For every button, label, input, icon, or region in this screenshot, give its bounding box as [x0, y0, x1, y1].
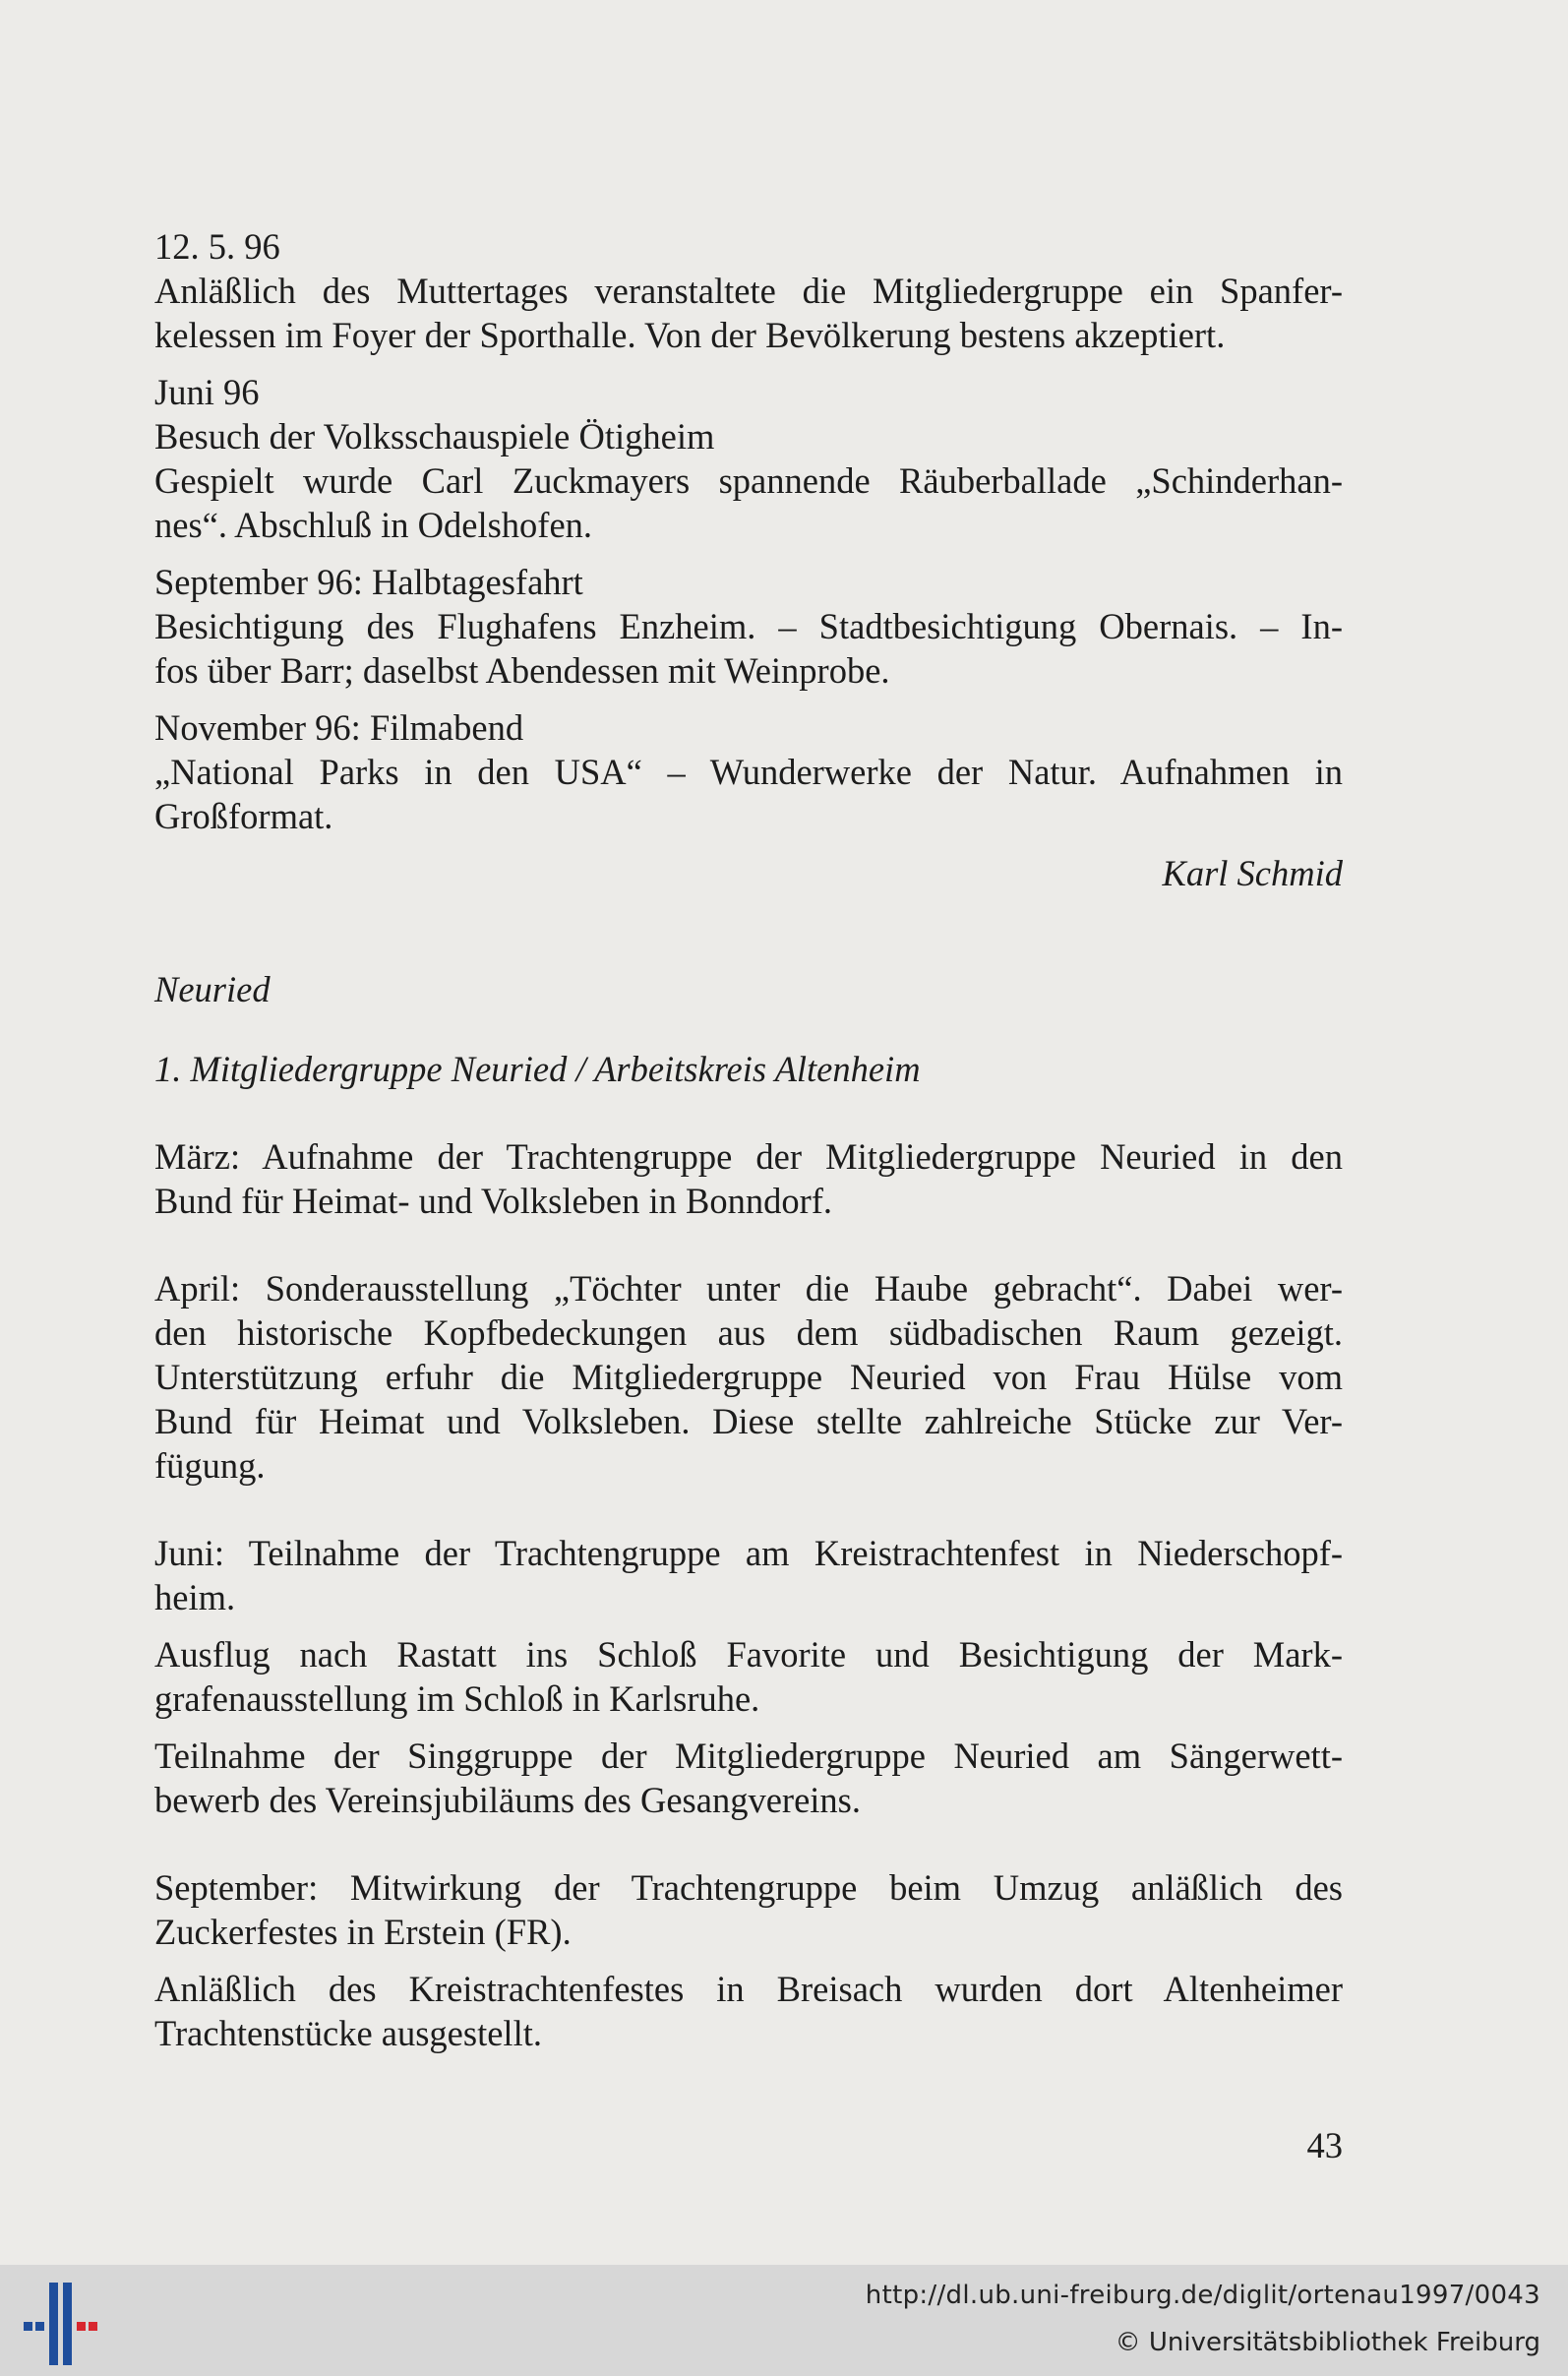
chronicle-entry: [154, 1865, 1343, 1954]
entry-line: heim.: [154, 1577, 236, 1617]
entry-line: Juni 96: [154, 372, 260, 412]
entry-line: grafenausstellung im Schloß in Karlsruhe.: [154, 1678, 760, 1719]
entry-line: Zuckerfestes in Erstein (FR).: [154, 1912, 572, 1952]
entry-line: Ausflug nach Rastatt ins Schloß Favorite und Besichtigung der Mark-: [154, 1634, 1343, 1675]
entry-line: Besuch der Volksschauspiele Ötigheim: [154, 416, 715, 457]
entry-line: Juni: Teilnahme der Trachtengruppe am Kreistrachtenfest in Niederschopf-: [154, 1533, 1343, 1573]
entry-line: Bund für Heimat- und Volksleben in Bonndorf.: [154, 1181, 833, 1221]
entry-line: Anläßlich des Kreistrachtenfestes in Breisach wurden dort Altenheimer: [154, 1969, 1343, 2009]
entry-line: „National Parks in den USA“ – Wunderwerke der Natur. Aufnahmen in: [154, 752, 1343, 792]
entry-line: 12. 5. 96: [154, 226, 280, 267]
footer-copyright: © Universitätsbibliothek Freiburg: [1115, 2328, 1540, 2357]
chronicle-entry: [154, 1266, 1343, 1488]
entry-line: kelessen im Foyer der Sporthalle. Von der Bevölkerung bestens akzeptiert.: [154, 315, 1226, 355]
page-number: 43: [1306, 2125, 1343, 2165]
chronicle-entry: [154, 705, 1343, 838]
entry-line: März: Aufnahme der Trachtengruppe der Mitgliedergruppe Neuried in den: [154, 1136, 1343, 1177]
entry-line: Anläßlich des Muttertages veranstaltete die Mitgliedergruppe ein Spanfer-: [154, 271, 1343, 311]
chronicle-entries-top: [154, 224, 1343, 838]
entry-line: bewerb des Vereinsjubiläums des Gesangvereins.: [154, 1780, 861, 1820]
chronicle-entry: [154, 1531, 1343, 1619]
entry-line: den historische Kopfbedeckungen aus dem südbadischen Raum gezeigt.: [154, 1312, 1343, 1353]
entry-line: September 96: Halbtagesfahrt: [154, 562, 583, 602]
entry-line: Trachtenstücke ausgestellt.: [154, 2013, 542, 2053]
chronicle-entry: [154, 370, 1343, 547]
section-heading-place: Neuried: [154, 969, 271, 1009]
entry-line: fügung.: [154, 1445, 266, 1486]
chronicle-entry: [154, 224, 1343, 357]
chronicle-entry: [154, 1734, 1343, 1822]
entry-line: April: Sonderausstellung „Töchter unter die Haube gebracht“. Dabei wer-: [154, 1268, 1343, 1309]
section-subheading: 1. Mitgliedergruppe Neuried / Arbeitskreis Altenheim: [154, 1049, 921, 1089]
entry-line: Besichtigung des Flughafens Enzheim. – Stadtbesichtigung Obernais. – In-: [154, 606, 1343, 646]
chronicle-entry: [154, 560, 1343, 693]
entry-line: Großformat.: [154, 796, 333, 836]
footer-url-link[interactable]: http://dl.ub.uni-freiburg.de/diglit/ortenau1997/0043: [865, 2281, 1540, 2310]
chronicle-entries-bottom: [154, 1134, 1343, 2055]
entry-line: nes“. Abschluß in Odelshofen.: [154, 505, 593, 545]
entry-line: Gespielt wurde Carl Zuckmayers spannende Räuberballade „Schinderhan-: [154, 460, 1343, 501]
chronicle-entry: [154, 1967, 1343, 2055]
author-signature: Karl Schmid: [1162, 853, 1343, 893]
entry-line: Unterstützung erfuhr die Mitgliedergruppe Neuried von Frau Hülse vom: [154, 1357, 1343, 1397]
library-footer: [0, 2265, 1568, 2376]
chronicle-entry: [154, 1632, 1343, 1721]
ub-freiburg-logo-icon: [20, 2279, 98, 2367]
entry-line: Bund für Heimat und Volksleben. Diese stellte zahlreiche Stücke zur Ver-: [154, 1401, 1343, 1441]
chronicle-entry: [154, 1134, 1343, 1223]
entry-line: September: Mitwirkung der Trachtengruppe beim Umzug anläßlich des: [154, 1867, 1343, 1908]
page-content: [154, 224, 1343, 2068]
entry-line: fos über Barr; daselbst Abendessen mit Weinprobe.: [154, 650, 890, 691]
entry-line: November 96: Filmabend: [154, 707, 524, 748]
entry-line: Teilnahme der Singgruppe der Mitgliedergruppe Neuried am Sängerwett-: [154, 1736, 1343, 1776]
